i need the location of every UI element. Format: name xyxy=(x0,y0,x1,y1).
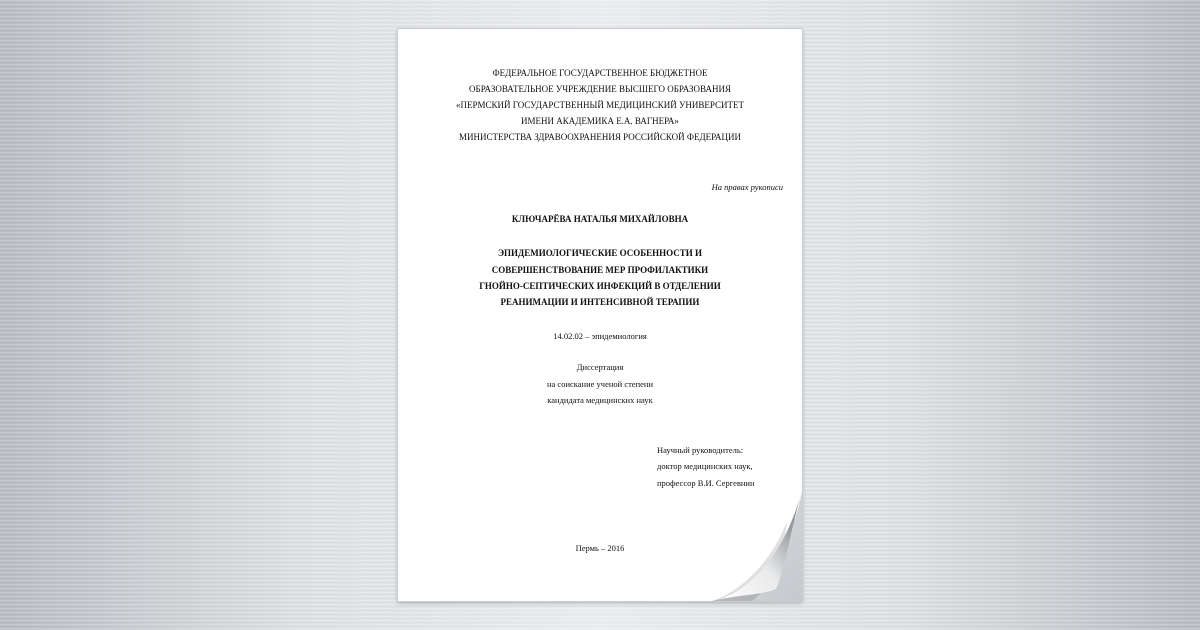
supervisor-line: Научный руководитель: xyxy=(657,445,744,455)
page-curl-icon xyxy=(712,491,802,601)
title-line: РЕАНИМАЦИИ И ИНТЕНСИВНОЙ ТЕРАПИИ xyxy=(500,297,700,307)
manuscript-note: На правах рукописи xyxy=(711,182,783,192)
title-line: СОВЕРШЕНСТВОВАНИЕ МЕР ПРОФИЛАКТИКИ xyxy=(491,265,709,275)
institution-line: ИМЕНИ АКАДЕМИКА Е.А. ВАГНЕРА» xyxy=(521,116,679,126)
supervisor-line: профессор В.И. Сергевнин xyxy=(657,478,755,488)
supervisor-line: доктор медицинских наук, xyxy=(657,461,753,471)
city-year: Пермь – 2016 xyxy=(575,543,625,553)
title-line: ЭПИДЕМИОЛОГИЧЕСКИЕ ОСОБЕННОСТИ И xyxy=(497,248,703,258)
degree-line: кандидата медицинских наук xyxy=(547,395,653,405)
institution-line: ФЕДЕРАЛЬНОЕ ГОСУДАРСТВЕННОЕ БЮДЖЕТНОЕ xyxy=(492,68,708,78)
degree-line: на соискание ученой степени xyxy=(546,379,653,389)
degree-line: Диссертация xyxy=(576,362,624,372)
institution-line: «ПЕРМСКИЙ ГОСУДАРСТВЕННЫЙ МЕДИЦИНСКИЙ УНИВЕРСИТЕТ xyxy=(456,100,744,110)
author-name: КЛЮЧАРЁВА НАТАЛЬЯ МИХАЙЛОВНА xyxy=(511,214,689,224)
document-page xyxy=(398,29,802,601)
institution-line: МИНИСТЕРСТВА ЗДРАВООХРАНЕНИЯ РОССИЙСКОЙ ФЕДЕРАЦИИ xyxy=(458,132,741,142)
title-line: ГНОЙНО-СЕПТИЧЕСКИХ ИНФЕКЦИЙ В ОТДЕЛЕНИИ xyxy=(479,281,721,291)
institution-line: ОБРАЗОВАТЕЛЬНОЕ УЧРЕЖДЕНИЕ ВЫСШЕГО ОБРАЗОВАНИЯ xyxy=(469,84,731,94)
specialty-code: 14.02.02 – эпидемиология xyxy=(553,331,647,341)
